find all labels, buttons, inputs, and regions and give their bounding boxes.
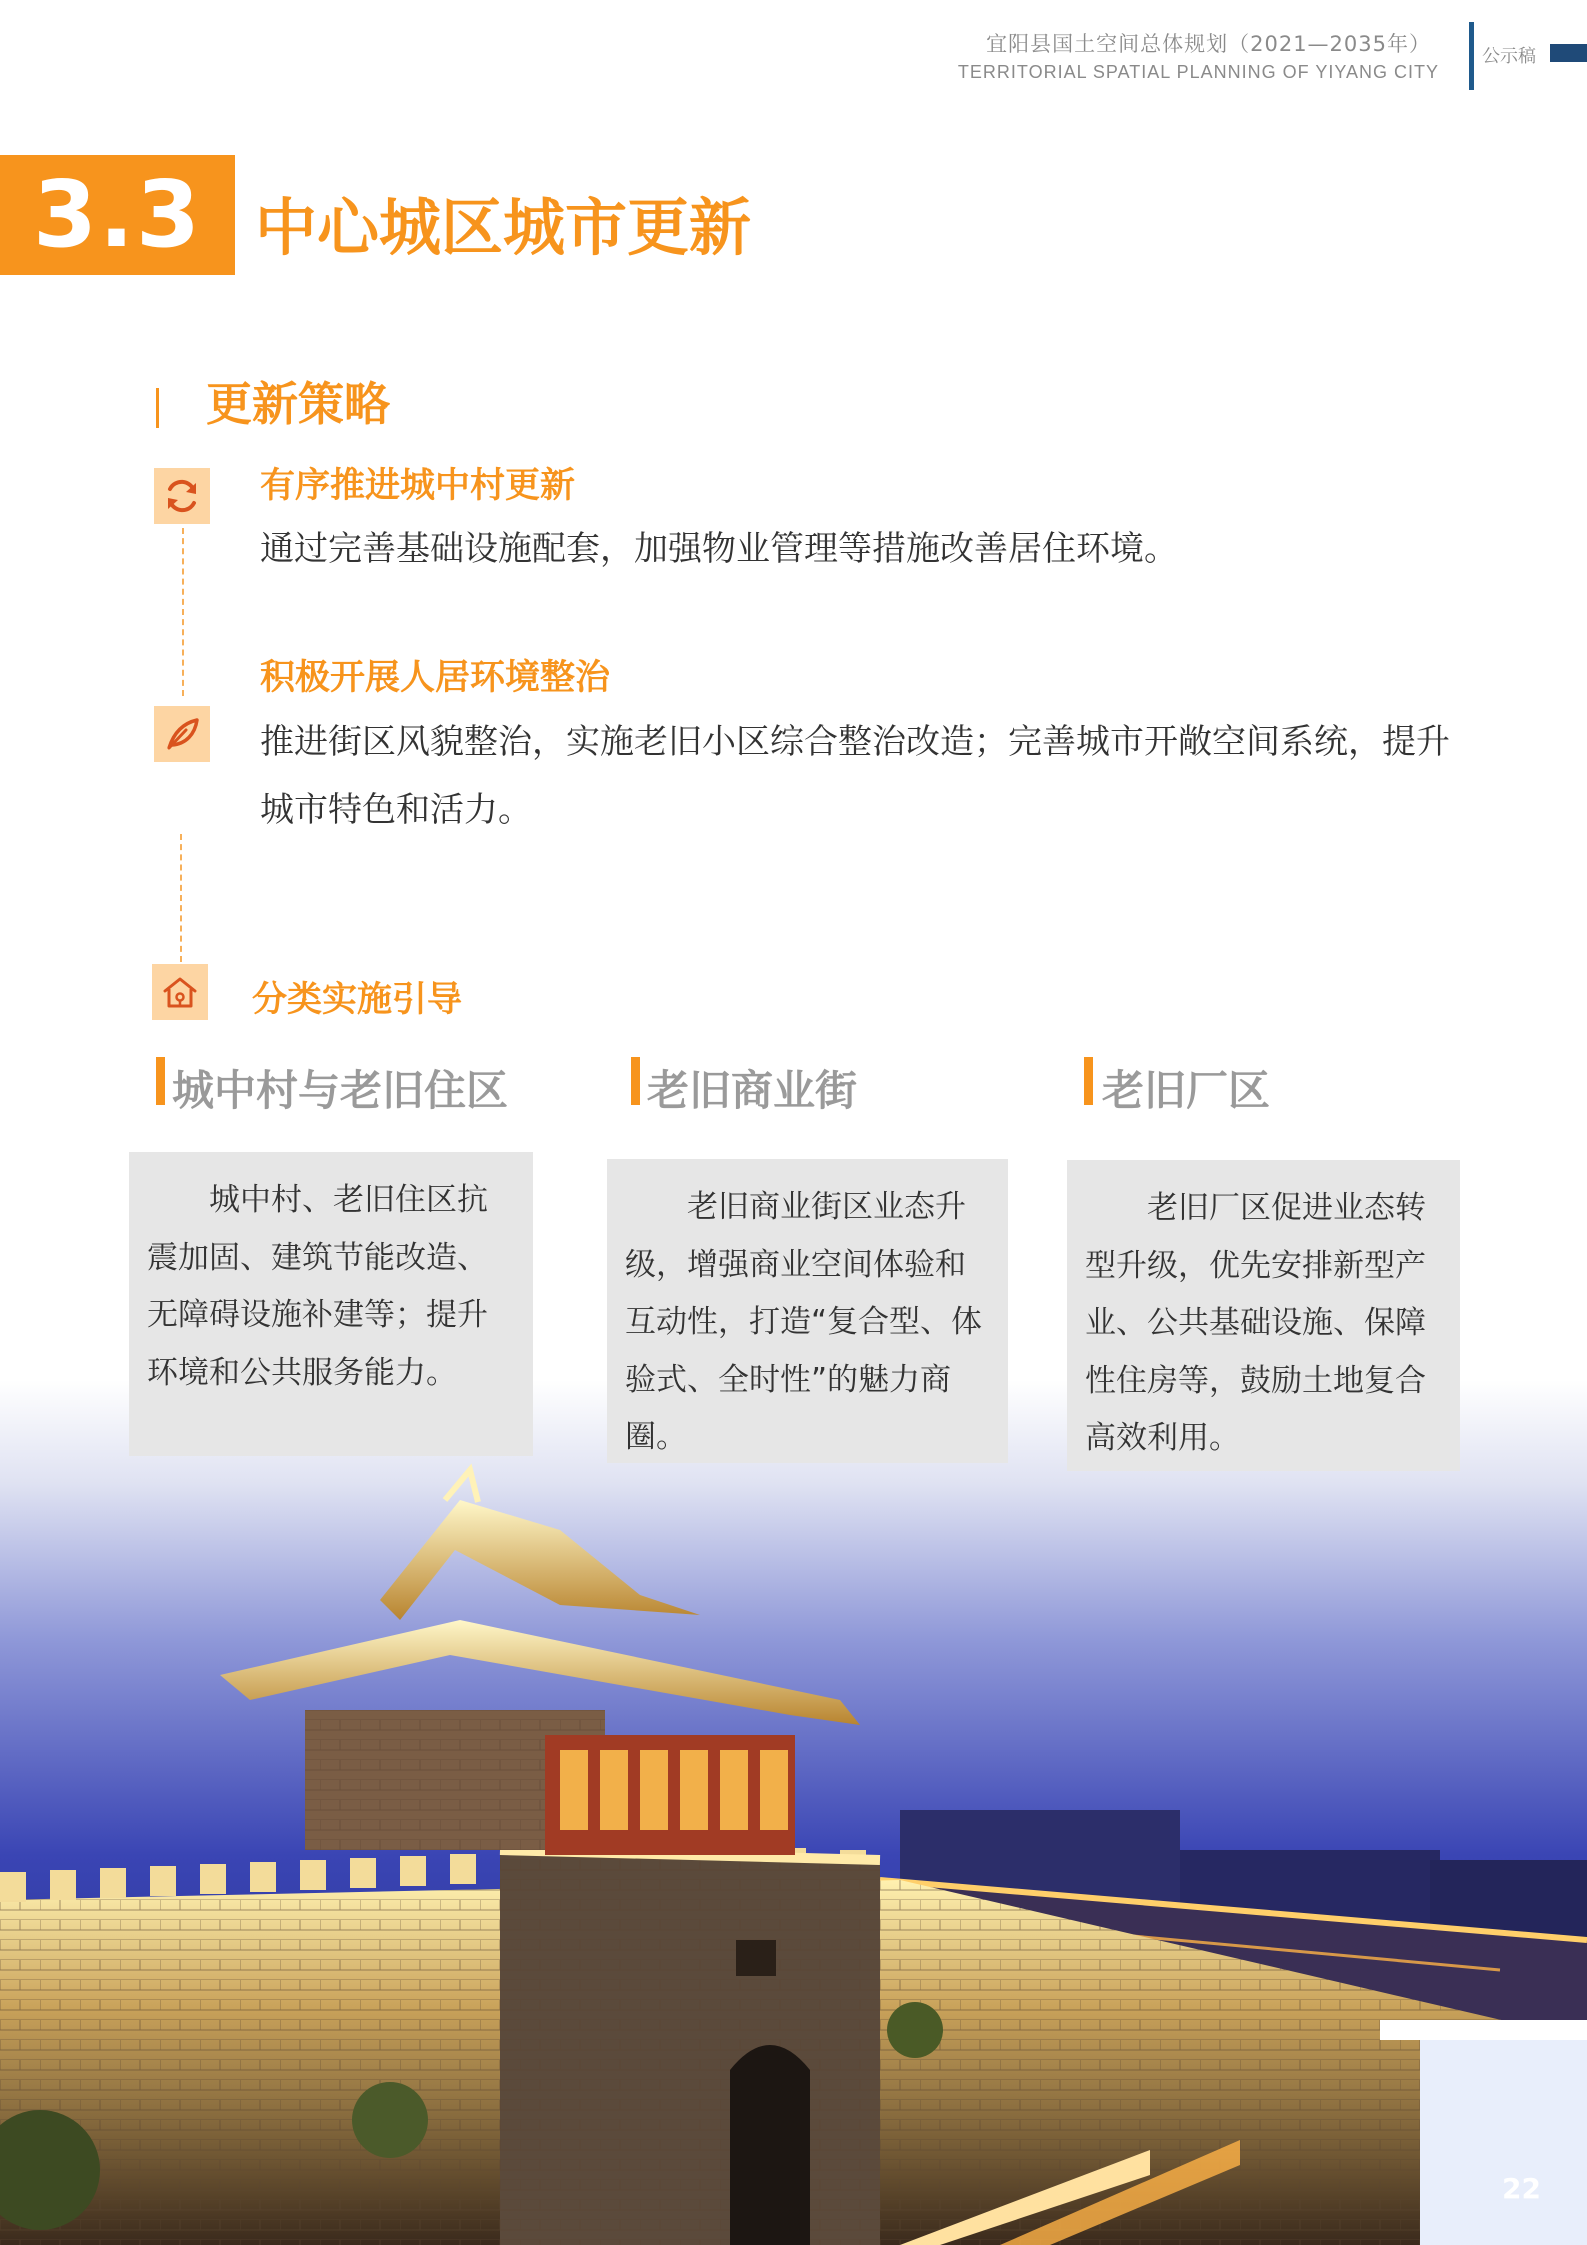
- strategy-item-text: 通过完善基础设施配套，加强物业管理等措施改善居住环境。: [260, 529, 1178, 569]
- subheading-marker: [156, 388, 159, 428]
- header-divider: [1469, 22, 1474, 90]
- strategy-item-title: 积极开展人居环境整治: [260, 658, 611, 698]
- strategy-item-text: 推进街区风貌整治，实施老旧小区综合整治改造；完善城市开敞空间系统，提升城市特色和活力。: [260, 722, 1450, 830]
- document-title-en: TERRITORIAL SPATIAL PLANNING OF YIYANG CITY: [957, 62, 1439, 82]
- category-card: 城中村、老旧住区抗震加固、建筑节能改造、无障碍设施补建等；提升环境和公共服务能力。: [129, 1152, 533, 1456]
- category-card: 老旧厂区促进业态转型升级，优先安排新型产业、公共基础设施、保障性住房等，鼓励土地复合高效利用。: [1067, 1160, 1460, 1471]
- strategy-item-title: 有序推进城中村更新: [260, 466, 576, 506]
- document-title-cn: 宜阳县国土空间总体规划（2021—2035年）: [986, 32, 1431, 56]
- draft-tag: 公示稿: [1482, 46, 1536, 67]
- house-icon: [152, 964, 208, 1020]
- city-wall-night-photo: [0, 1380, 1587, 2245]
- category-title: 老旧商业街: [647, 1066, 858, 1115]
- category-title: 城中村与老旧住区: [172, 1066, 509, 1115]
- leaf-icon: [154, 706, 210, 762]
- refresh-icon: [154, 468, 210, 524]
- category-marker: [156, 1057, 165, 1105]
- page-number: 22: [1502, 2172, 1541, 2205]
- section-title: 中心城区城市更新: [255, 191, 752, 264]
- category-marker: [1084, 1057, 1093, 1105]
- strategy-item-title: 分类实施引导: [252, 980, 463, 1020]
- category-card: 老旧商业街区业态升级，增强商业空间体验和互动性，打造“复合型、体验式、全时性”的魅力商圈。: [607, 1159, 1008, 1463]
- section-number: 3.3: [0, 155, 235, 275]
- header-accent-block: [1550, 44, 1587, 62]
- timeline-connector: [180, 834, 182, 962]
- strategy-heading: 更新策略: [206, 377, 390, 431]
- timeline-connector: [182, 528, 184, 696]
- category-title: 老旧厂区: [1102, 1066, 1271, 1115]
- category-marker: [631, 1057, 640, 1105]
